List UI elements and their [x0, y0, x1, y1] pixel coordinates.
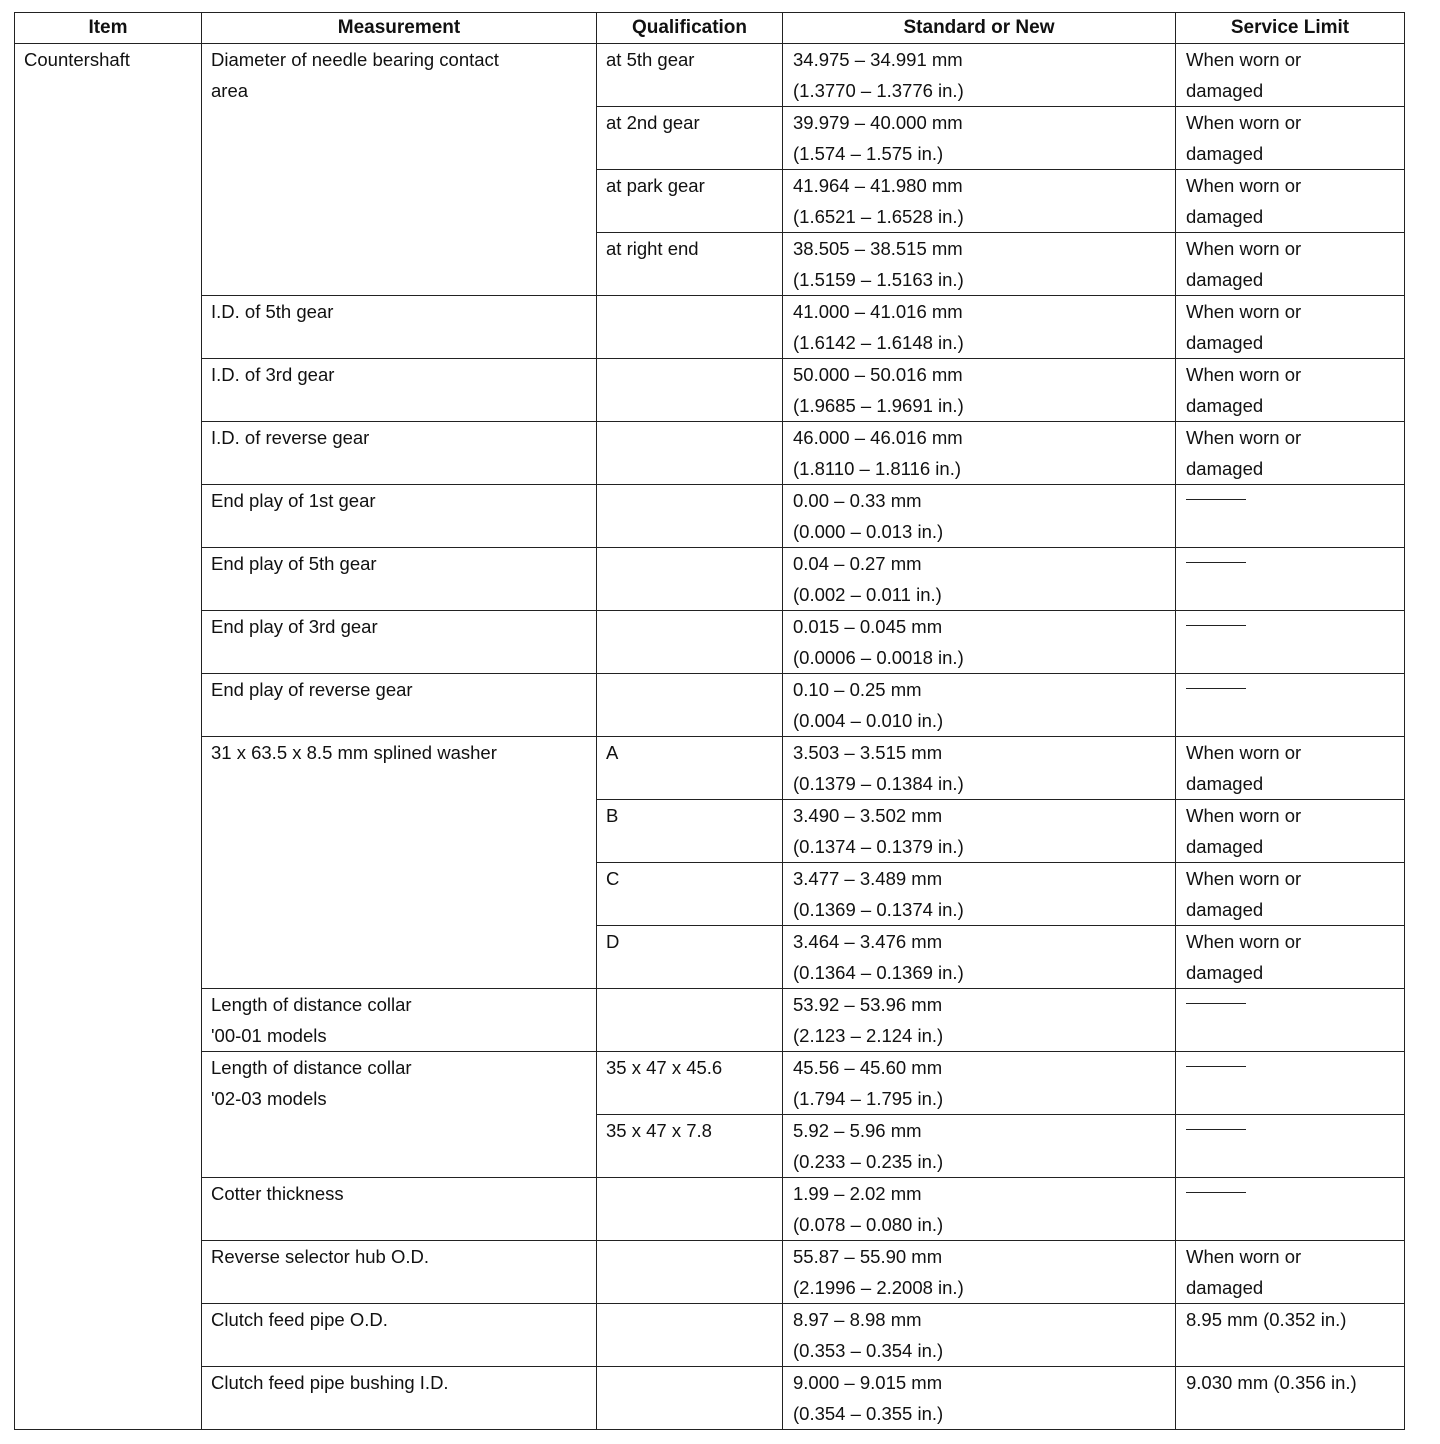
measurement-cell — [202, 1052, 597, 1178]
standard-value: 39.979 – 40.000 mm (1.574 – 1.575 in.) — [793, 112, 963, 164]
standard-value: 0.10 – 0.25 mm (0.004 – 0.010 in.) — [793, 679, 944, 731]
service-limit-cell — [1176, 926, 1405, 989]
qualification-cell — [597, 611, 783, 674]
standard-cell — [783, 359, 1176, 422]
qualification-text: C — [606, 868, 620, 889]
measurement-cell — [202, 674, 597, 737]
standard-value: 55.87 – 55.90 mm (2.1996 – 2.2008 in.) — [793, 1246, 964, 1298]
service-limit-cell — [1176, 800, 1405, 863]
table-row — [15, 422, 1405, 485]
standard-value: 3.464 – 3.476 mm (0.1364 – 0.1369 in.) — [793, 931, 964, 983]
standard-value: 41.964 – 41.980 mm (1.6521 – 1.6528 in.) — [793, 175, 964, 227]
service-limit-cell — [1176, 1115, 1405, 1178]
qualification-cell — [597, 674, 783, 737]
table-row — [15, 359, 1405, 422]
service-limit-value: When worn or damaged — [1186, 112, 1302, 164]
standard-cell — [783, 422, 1176, 485]
standard-cell — [783, 170, 1176, 233]
header-qualification: Qualification — [597, 13, 783, 44]
standard-value: 3.477 – 3.489 mm (0.1369 – 0.1374 in.) — [793, 868, 964, 920]
table-row — [15, 1178, 1405, 1241]
qualification-cell — [597, 1304, 783, 1367]
standard-cell — [783, 800, 1176, 863]
measurement-cell — [202, 989, 597, 1052]
no-limit-dash — [1186, 625, 1246, 626]
service-limit-cell — [1176, 485, 1405, 548]
standard-value: 53.92 – 53.96 mm (2.123 – 2.124 in.) — [793, 994, 944, 1046]
no-limit-dash — [1186, 1003, 1246, 1004]
measurement-text: End play of reverse gear — [211, 679, 413, 700]
qualification-text: A — [606, 742, 619, 763]
service-limit-value: When worn or damaged — [1186, 931, 1302, 983]
service-limit-value: When worn or damaged — [1186, 868, 1302, 920]
service-limit-value: When worn or damaged — [1186, 301, 1302, 353]
no-limit-dash — [1186, 688, 1246, 689]
qualification-cell — [597, 1115, 783, 1178]
service-limit-value: When worn or damaged — [1186, 742, 1302, 794]
table-row — [15, 485, 1405, 548]
measurement-text: Diameter of needle bearing contact area — [211, 49, 499, 101]
header-item: Item — [15, 13, 202, 44]
standard-value: 1.99 – 2.02 mm (0.078 – 0.080 in.) — [793, 1183, 944, 1235]
header-standard: Standard or New — [783, 13, 1176, 44]
measurement-text: Length of distance collar '02-03 models — [211, 1057, 412, 1109]
measurement-text: Length of distance collar '00-01 models — [211, 994, 412, 1046]
standard-value: 0.00 – 0.33 mm (0.000 – 0.013 in.) — [793, 490, 944, 542]
table-row — [15, 989, 1405, 1052]
standard-cell — [783, 926, 1176, 989]
service-limit-cell — [1176, 1304, 1405, 1367]
service-limit-cell — [1176, 611, 1405, 674]
qualification-text: 35 x 47 x 7.8 — [606, 1120, 712, 1141]
service-limit-value: When worn or damaged — [1186, 427, 1302, 479]
service-limit-cell — [1176, 674, 1405, 737]
standard-cell — [783, 485, 1176, 548]
qualification-cell — [597, 1178, 783, 1241]
service-limit-cell — [1176, 1178, 1405, 1241]
qualification-cell — [597, 359, 783, 422]
no-limit-dash — [1186, 499, 1246, 500]
service-limit-value: When worn or damaged — [1186, 1246, 1302, 1298]
qualification-cell — [597, 1052, 783, 1115]
service-limit-cell — [1176, 233, 1405, 296]
standard-value: 34.975 – 34.991 mm (1.3770 – 1.3776 in.) — [793, 49, 964, 101]
service-limit-cell — [1176, 989, 1405, 1052]
measurement-cell — [202, 737, 597, 989]
service-limit-value: When worn or damaged — [1186, 175, 1302, 227]
qualification-text: 35 x 47 x 45.6 — [606, 1057, 723, 1078]
qualification-cell — [597, 107, 783, 170]
table-row — [15, 1304, 1405, 1367]
no-limit-dash — [1186, 1192, 1246, 1193]
standard-cell — [783, 44, 1176, 107]
qualification-cell — [597, 989, 783, 1052]
service-limit-value: When worn or damaged — [1186, 805, 1302, 857]
table-row — [15, 1241, 1405, 1304]
standard-cell — [783, 296, 1176, 359]
standard-cell — [783, 611, 1176, 674]
qualification-cell — [597, 1241, 783, 1304]
standard-cell — [783, 1241, 1176, 1304]
header-service-limit: Service Limit — [1176, 13, 1405, 44]
measurement-cell — [202, 422, 597, 485]
measurement-cell — [202, 44, 597, 296]
measurement-text: Cotter thickness — [211, 1183, 344, 1204]
standard-cell — [783, 233, 1176, 296]
service-limit-cell — [1176, 296, 1405, 359]
table-row — [15, 44, 1405, 107]
standard-value: 3.503 – 3.515 mm (0.1379 – 0.1384 in.) — [793, 742, 964, 794]
service-limit-cell — [1176, 863, 1405, 926]
qualification-text: at 2nd gear — [606, 112, 700, 133]
qualification-text: at right end — [606, 238, 699, 259]
qualification-cell — [597, 800, 783, 863]
service-limit-cell — [1176, 359, 1405, 422]
qualification-cell — [597, 233, 783, 296]
standard-cell — [783, 548, 1176, 611]
qualification-cell — [597, 863, 783, 926]
standard-value: 9.000 – 9.015 mm (0.354 – 0.355 in.) — [793, 1372, 944, 1424]
standard-value: 3.490 – 3.502 mm (0.1374 – 0.1379 in.) — [793, 805, 964, 857]
service-limit-cell — [1176, 548, 1405, 611]
measurement-text: Clutch feed pipe O.D. — [211, 1309, 388, 1330]
measurement-cell — [202, 296, 597, 359]
standard-cell — [783, 1052, 1176, 1115]
service-limit-cell — [1176, 422, 1405, 485]
table-row — [15, 737, 1405, 800]
qualification-cell — [597, 926, 783, 989]
qualification-cell — [597, 170, 783, 233]
standard-cell — [783, 737, 1176, 800]
measurement-text: End play of 3rd gear — [211, 616, 378, 637]
table-row — [15, 611, 1405, 674]
standard-cell — [783, 1115, 1176, 1178]
standard-value: 45.56 – 45.60 mm (1.794 – 1.795 in.) — [793, 1057, 944, 1109]
standard-cell — [783, 1304, 1176, 1367]
measurement-text: Reverse selector hub O.D. — [211, 1246, 429, 1267]
qualification-text: D — [606, 931, 620, 952]
table-row — [15, 1052, 1405, 1115]
measurement-text: End play of 5th gear — [211, 553, 377, 574]
standard-value: 8.97 – 8.98 mm (0.353 – 0.354 in.) — [793, 1309, 944, 1361]
item-cell — [15, 44, 202, 1430]
service-limit-cell — [1176, 1052, 1405, 1115]
measurement-text: I.D. of 5th gear — [211, 301, 334, 322]
service-limit-value: 9.030 mm (0.356 in.) — [1186, 1372, 1357, 1393]
standard-value: 5.92 – 5.96 mm (0.233 – 0.235 in.) — [793, 1120, 944, 1172]
service-limit-value: When worn or damaged — [1186, 49, 1302, 101]
standard-value: 41.000 – 41.016 mm (1.6142 – 1.6148 in.) — [793, 301, 964, 353]
measurement-text: Clutch feed pipe bushing I.D. — [211, 1372, 449, 1393]
standard-cell — [783, 107, 1176, 170]
header-measurement: Measurement — [202, 13, 597, 44]
qualification-cell — [597, 737, 783, 800]
measurement-cell — [202, 611, 597, 674]
qualification-cell — [597, 296, 783, 359]
standard-cell — [783, 1178, 1176, 1241]
no-limit-dash — [1186, 1066, 1246, 1067]
table-row — [15, 548, 1405, 611]
measurement-text: End play of 1st gear — [211, 490, 376, 511]
measurement-cell — [202, 359, 597, 422]
standard-value: 0.015 – 0.045 mm (0.0006 – 0.0018 in.) — [793, 616, 964, 668]
service-limit-cell — [1176, 1241, 1405, 1304]
service-limit-cell — [1176, 44, 1405, 107]
header-row — [15, 13, 1405, 44]
service-limit-value: When worn or damaged — [1186, 364, 1302, 416]
measurement-text: I.D. of 3rd gear — [211, 364, 335, 385]
standard-cell — [783, 674, 1176, 737]
qualification-cell — [597, 548, 783, 611]
no-limit-dash — [1186, 562, 1246, 563]
qualification-cell — [597, 422, 783, 485]
measurement-cell — [202, 1241, 597, 1304]
qualification-cell — [597, 1367, 783, 1430]
measurement-cell — [202, 1367, 597, 1430]
service-limit-cell — [1176, 1367, 1405, 1430]
qualification-cell — [597, 44, 783, 107]
standard-cell — [783, 989, 1176, 1052]
measurement-cell — [202, 548, 597, 611]
qualification-cell — [597, 485, 783, 548]
service-limit-cell — [1176, 107, 1405, 170]
measurement-cell — [202, 1178, 597, 1241]
item-label: Countershaft — [24, 49, 130, 70]
table-row — [15, 296, 1405, 359]
qualification-text: at park gear — [606, 175, 705, 196]
measurement-text: 31 x 63.5 x 8.5 mm splined washer — [211, 742, 497, 763]
table-row — [15, 674, 1405, 737]
standard-value: 46.000 – 46.016 mm (1.8110 – 1.8116 in.) — [793, 427, 963, 479]
service-limit-value: 8.95 mm (0.352 in.) — [1186, 1309, 1347, 1330]
standard-value: 38.505 – 38.515 mm (1.5159 – 1.5163 in.) — [793, 238, 964, 290]
service-limit-cell — [1176, 170, 1405, 233]
qualification-text: at 5th gear — [606, 49, 695, 70]
measurement-cell — [202, 485, 597, 548]
standard-cell — [783, 863, 1176, 926]
table-row — [15, 1367, 1405, 1430]
no-limit-dash — [1186, 1129, 1246, 1130]
measurement-cell — [202, 1304, 597, 1367]
countershaft-spec-table — [14, 12, 1405, 1430]
standard-value: 0.04 – 0.27 mm (0.002 – 0.011 in.) — [793, 553, 942, 605]
measurement-text: I.D. of reverse gear — [211, 427, 370, 448]
service-limit-value: When worn or damaged — [1186, 238, 1302, 290]
standard-cell — [783, 1367, 1176, 1430]
standard-value: 50.000 – 50.016 mm (1.9685 – 1.9691 in.) — [793, 364, 964, 416]
qualification-text: B — [606, 805, 619, 826]
service-limit-cell — [1176, 737, 1405, 800]
